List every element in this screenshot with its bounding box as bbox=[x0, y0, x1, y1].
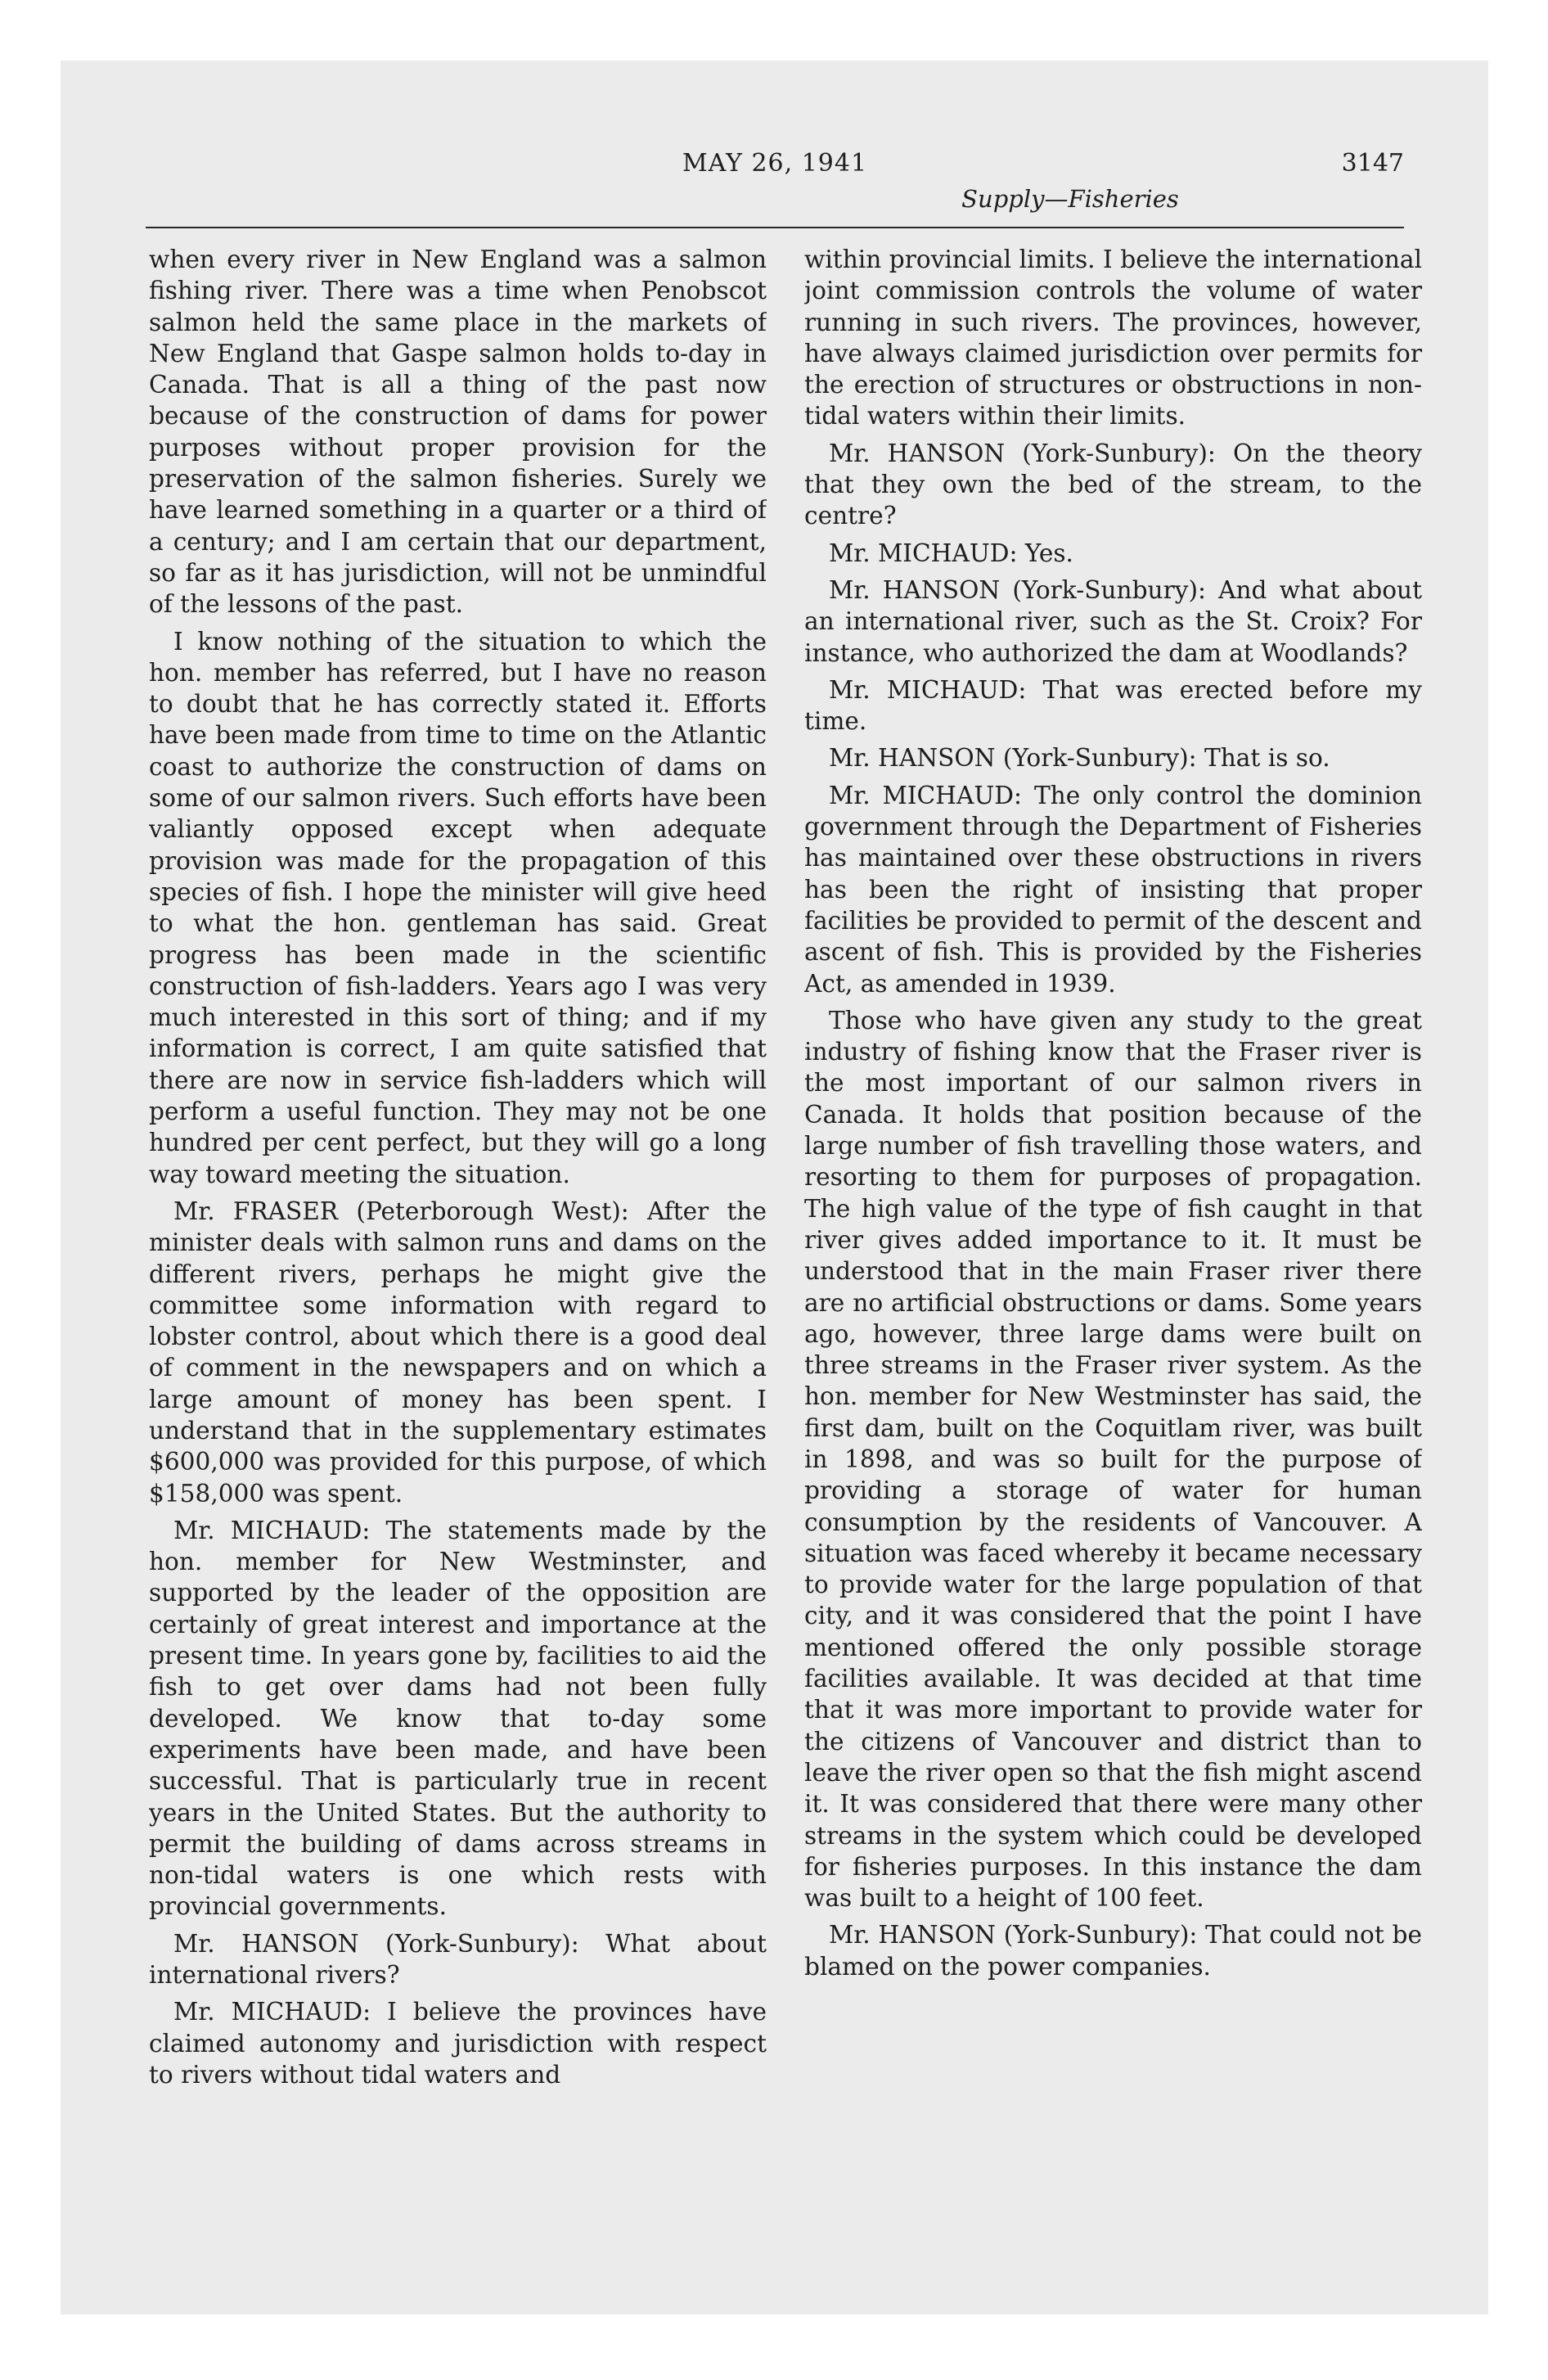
paragraph: Mr. MICHAUD: Yes. bbox=[829, 539, 1073, 567]
section-title: Supply—Fisheries bbox=[961, 185, 1179, 213]
paragraph: when every river in New England was a salmon fishing river. There was a time when Penobscot salmon held the same place in the markets of New England that Gaspe salmon holds to-day in Canada. That is all a thing of the past now because of the construction of dams for power purposes without proper provision for the preservation of the salmon fisheries. Surely we have learned something in a quarter or a third of a century; and I am certain that our department, so far as it has jurisdiction, will not be unmindful of the lessons of the past. bbox=[149, 246, 767, 619]
paragraph: Mr. HANSON (York-Sunbury): That is so. bbox=[829, 744, 1330, 773]
paragraph: Those who have given any study to the great industry of fishing know that the Fraser river is the most important of our salmon rivers in Canada. It holds that position because of the large number of fish travelling those waters, and resorting to them for purposes of propagation. The high value of the type of fish caught in that river gives added importance to it. It must be understood that in the main Fraser river there are no artificial obstructions or dams. Some years ago, however, three large dams were built on three streams in the Fraser river system. As the hon. member for New Westminster has said, the first dam, built on the Coquitlam river, was built in 1898, and was so built for the purpose of providing a storage of water for human consumption by the residents of Vancouver. A situation was faced whereby it became necessary to provide water for the large population of that city, and it was considered that the point I have mentioned offered the only possible storage facilities available. It was decided at that time that it was more important to provide water for the citizens of Vancouver and district than to leave the river open so that the fish might ascend it. It was considered that there were many other streams in the system which could be developed for fisheries purposes. In this instance the dam was built to a height of 100 feet. bbox=[804, 1006, 1422, 1913]
header-date: MAY 26, 1941 bbox=[682, 149, 868, 178]
page-header bbox=[146, 144, 1404, 218]
paragraph: Mr. FRASER (Peterborough West): After the minister deals with salmon runs and dams on the different rivers, perhaps he might give the committee some information with regard to lobster control, about which there is a good deal of comment in the newspapers and on which a large amount of money has been spent. I understand that in the supplementary estimates $600,000 was provided for this purpose, of which $158,000 was spent. bbox=[149, 1197, 767, 1508]
paragraph: within provincial limits. I believe the international joint commission controls the volume of water running in such rivers. The provinces, however, have always claimed jurisdiction over permits for the erection of structures or obstructions in non-tidal waters within their limits. bbox=[804, 246, 1422, 430]
right-column bbox=[804, 244, 1422, 2184]
paragraph: I know nothing of the situation to which the hon. member has referred, but I have no reason to doubt that he has correctly stated it. Efforts have been made from time to time on the Atlantic coast to authorize the construction of dams on some of our salmon rivers. Such efforts have been valiantly opposed except when adequate provision was made for the propagation of this species of fish. I hope the minister will give heed to what the hon. gentleman has said. Great progress has been made in the scientific construction of fish-ladders. Years ago I was very much interested in this sort of thing; and if my information is correct, I am quite satisfied that there are now in service fish-ladders which will perform a useful function. They may not be one hundred per cent perfect, but they will go a long way toward meeting the situation. bbox=[149, 627, 767, 1188]
paragraph: Mr. MICHAUD: I believe the provinces have claimed autonomy and jurisdiction with respect to rivers without tidal waters and bbox=[149, 1998, 767, 2089]
left-column bbox=[149, 244, 767, 2184]
paragraph: Mr. HANSON (York-Sunbury): What about international rivers? bbox=[149, 1929, 767, 1990]
paragraph: Mr. MICHAUD: The only control the dominion government through the Department of Fisheries has maintained over these obstructions in rivers has been the right of insisting that proper facilities be provided to permit of the descent and ascent of fish. This is provided by the Fisheries Act, as amended in 1939. bbox=[804, 781, 1422, 998]
paragraph: Mr. HANSON (York-Sunbury): That could not be blamed on the power companies. bbox=[804, 1921, 1422, 1981]
paragraph: Mr. MICHAUD: That was erected before my time. bbox=[804, 675, 1422, 736]
header-rule bbox=[146, 227, 1404, 228]
paragraph: Mr. HANSON (York-Sunbury): And what about an international river, such as the St. Croix? For instance, who authorized the dam at Woodlands? bbox=[804, 575, 1422, 667]
paragraph: Mr. HANSON (York-Sunbury): On the theory that they own the bed of the stream, to the centre? bbox=[804, 439, 1422, 530]
page-number: 3147 bbox=[1341, 149, 1404, 178]
paragraph: Mr. MICHAUD: The statements made by the hon. member for New Westminster, and supported by the leader of the opposition are certainly of great interest and importance at the present time. In years gone by, facilities to aid the fish to get over dams had not been fully developed. We know that to-day some experiments have been made, and have been successful. That is particularly true in recent years in the United States. But the authority to permit the building of dams across streams in non-tidal waters is one which rests with provincial governments. bbox=[149, 1516, 767, 1921]
